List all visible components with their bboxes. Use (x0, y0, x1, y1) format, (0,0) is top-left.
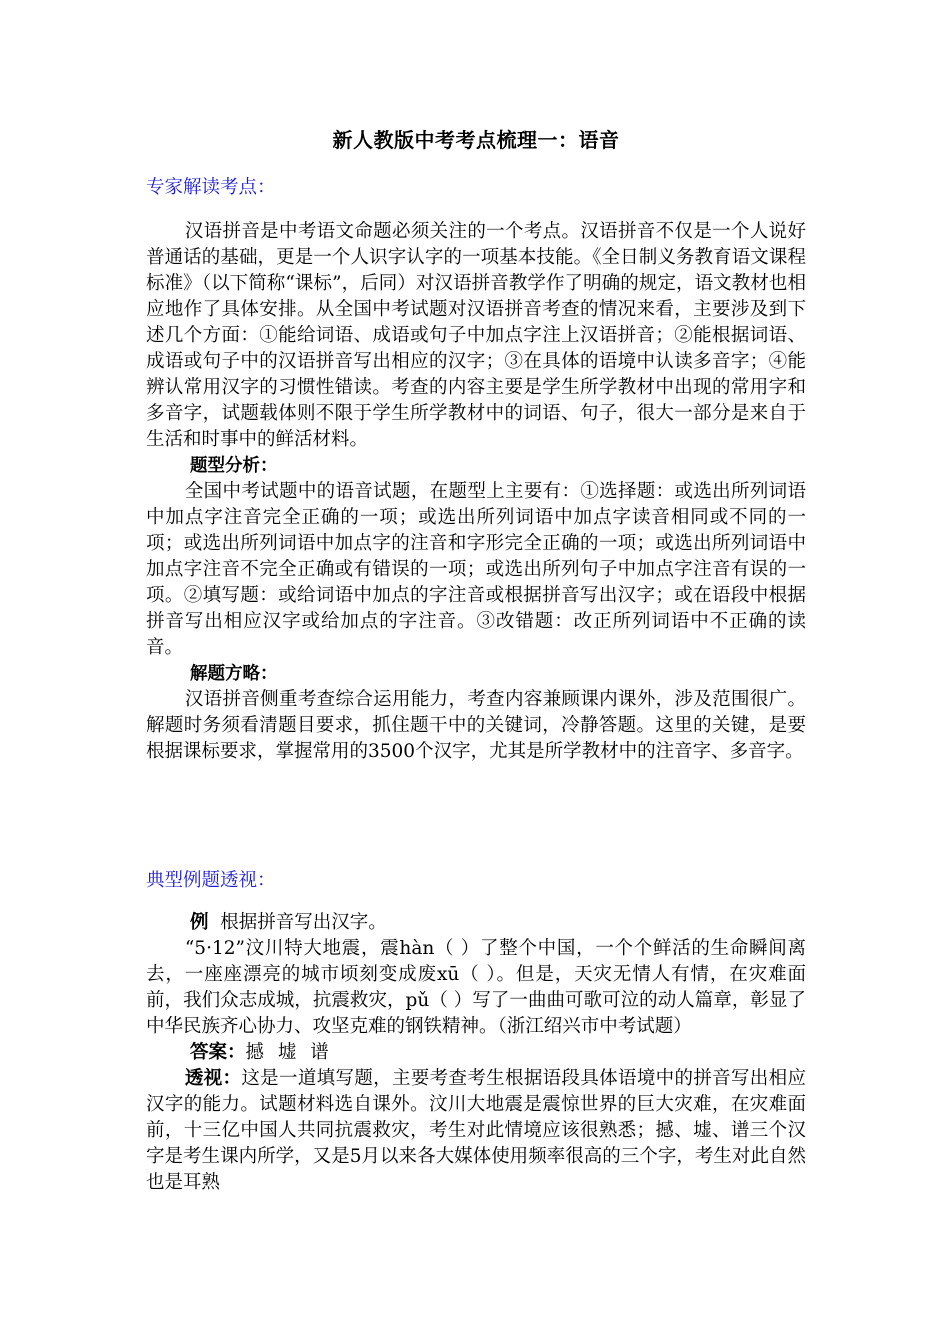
type-analysis-paragraph: 全国中考试题中的语音试题，在题型上主要有：①选择题：或选出所列词语中加点字注音完全正确的一项；或选出所列词语中加点字读音相同或不同的一项；或选出所列词语中加点字的注音和字形完全正确的一项；或选出所列词语中加点字注音不完全正确或有错误的一项；或选出所列句子中加点字注音有误的一项。②填写题：或给词语中加点的字注音或根据拼音写出汉字；或在语段中根据拼音写出相应汉字或给加点的字注音。③改错题：改正所列词语中不正确的读音。 (146, 481, 806, 658)
answer-text: 撼 墟 谱 (245, 1042, 333, 1063)
answer-label: 答案： (190, 1042, 246, 1063)
analysis-text: 这是一道填写题，主要考查考生根据语段具体语境中的拼音写出相应汉字的能力。试题材料选自课外。汶川大地震是震惊世界的巨大灾难，在灾难面前，十三亿中国人共同抗震救灾，考生对此情境应该很熟悉；撼、墟、谱三个汉字是考生课内所学，又是5月以来各大媒体使用频率很高的三个字，考生对此自然也是耳熟 (146, 1068, 806, 1193)
example-title (146, 910, 806, 936)
type-analysis-heading: 题型分析： (190, 456, 278, 476)
expert-block (146, 219, 806, 765)
example-text: “5·12”汶川特大地震，震hàn（ ）了整个中国，一个个鲜活的生命瞬间离去，一座座漂亮的城市顷刻变成废xū（ ）。但是，天灾无情人有情，在灾难面前，我们众志成城，抗震救灾，pǔ（ ）写了一曲曲可歌可泣的动人篇章，彰显了中华民族齐心协力、攻坚克难的钢铁精神。（浙江绍兴市中考试题） (146, 938, 806, 1037)
expert-paragraph: 汉语拼音是中考语文命题必须关注的一个考点。汉语拼音不仅是一个人说好普通话的基础，更是一个人识字认字的一项基本技能。《全日制义务教育语文课程标准》（以下简称“课标”，后同）对汉语拼音教学作了明确的规定，语文教材也相应地作了具体安排。从全国中考试题对汉语拼音考查的情况来看，主要涉及到下述几个方面：①能给词语、成语或句子中加点字注上汉语拼音；②能根据词语、成语或句子中的汉语拼音写出相应的汉字；③在具体的语境中认读多音字；④能辨认常用汉字的习惯性错读。考查的内容主要是学生所学教材中出现的常用字和多音字，试题载体则不限于学生所学教材中的词语、句子，很大一部分是来自于生活和时事中的鲜活材料。 (146, 221, 806, 450)
strategy-paragraph: 汉语拼音侧重考查综合运用能力，考查内容兼顾课内课外，涉及范围很广。解题时务须看清题目要求，抓住题干中的关键词，冷静答题。这里的关键，是要根据课标要求，掌握常用的3500个汉字，尤其是所学教材中的注音字、多音字。 (146, 689, 806, 762)
example-block (146, 910, 806, 1196)
example-prompt: 根据拼音写出汉字。 (220, 912, 387, 933)
analysis-paragraph (146, 1066, 806, 1196)
example-label: 例 (190, 912, 209, 933)
page-title: 新人教版中考考点梳理一：语音 (332, 128, 620, 152)
strategy-heading: 解题方略： (190, 664, 278, 684)
analysis-label: 透视： (184, 1068, 242, 1089)
section-heading-examples: 典型例题透视： (146, 870, 276, 891)
section-heading-expert: 专家解读考点： (146, 177, 276, 198)
answer-line (146, 1040, 806, 1066)
